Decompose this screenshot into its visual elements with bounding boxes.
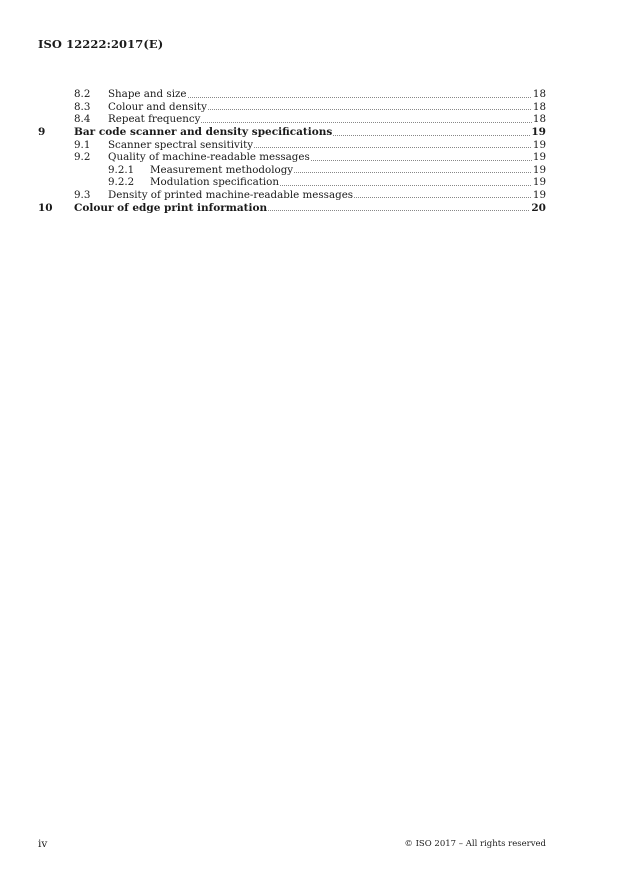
toc-entry[interactable] <box>38 88 546 101</box>
toc-entry-page: 18 <box>532 100 546 113</box>
toc-entry-title: Shape and size <box>108 88 187 100</box>
toc-entry-title: Quality of machine-readable messages <box>108 151 310 163</box>
document-header: ISO 12222:2017(E) <box>38 37 164 51</box>
toc-leader-dots <box>280 185 532 186</box>
toc-entry-title: Bar code scanner and density specifications <box>74 126 333 138</box>
toc-entry-section[interactable] <box>38 126 546 139</box>
toc-leader-dots <box>268 210 530 211</box>
toc-entry-number: 9.2.2 <box>108 176 135 188</box>
toc-leader-dots <box>354 197 532 198</box>
toc-entry-title: Scanner spectral sensitivity <box>108 138 254 151</box>
toc-entry-number: 8.2 <box>74 88 91 100</box>
toc-entry-page: 18 <box>532 113 546 125</box>
page-number: iv <box>38 838 48 850</box>
toc-entry-page: 19 <box>532 151 546 163</box>
toc-entry-page: 20 <box>531 201 546 214</box>
toc-entry[interactable] <box>38 164 546 177</box>
toc-entry-page: 19 <box>532 163 546 176</box>
toc-leader-dots <box>311 160 532 161</box>
toc-entry-number: 10 <box>38 201 53 214</box>
toc-entry[interactable] <box>38 151 546 164</box>
toc-entry-page: 19 <box>532 176 546 188</box>
toc-leader-dots <box>294 172 532 173</box>
toc-entry-number: 9.3 <box>74 188 91 201</box>
toc-entry-number: 8.4 <box>74 113 91 125</box>
toc-entry-page: 18 <box>532 88 546 100</box>
toc-entry[interactable] <box>38 139 546 152</box>
toc-leader-dots <box>333 135 530 136</box>
toc-entry-title: Colour and density <box>108 100 207 113</box>
toc-entry-title: Density of printed machine-readable messages <box>108 188 354 201</box>
toc-leader-dots <box>208 109 532 110</box>
toc-entry-title: Measurement methodology <box>150 163 294 176</box>
toc-entry[interactable] <box>38 176 546 189</box>
toc-entry-number: 9 <box>38 126 46 138</box>
toc-entry[interactable] <box>38 113 546 126</box>
toc-leader-dots <box>201 122 531 123</box>
toc-entry-section[interactable] <box>38 202 546 215</box>
toc-leader-dots <box>254 147 532 148</box>
toc-entry[interactable] <box>38 101 546 114</box>
toc-entry-title: Repeat frequency <box>108 113 201 125</box>
toc-entry-title: Colour of edge print information <box>74 201 268 214</box>
toc-entry-number: 9.2.1 <box>108 163 135 176</box>
copyright-notice: © ISO 2017 – All rights reserved <box>404 839 546 849</box>
toc-entry-number: 9.1 <box>74 138 91 151</box>
toc-entry-title: Modulation specification <box>150 176 279 188</box>
toc-entry[interactable] <box>38 189 546 202</box>
toc-entry-page: 19 <box>532 188 546 201</box>
toc-entry-number: 8.3 <box>74 100 91 113</box>
toc-entry-number: 9.2 <box>74 151 91 163</box>
toc-entry-page: 19 <box>532 138 546 151</box>
toc-entry-page: 19 <box>531 126 546 138</box>
table-of-contents <box>38 88 546 214</box>
toc-leader-dots <box>188 97 532 98</box>
